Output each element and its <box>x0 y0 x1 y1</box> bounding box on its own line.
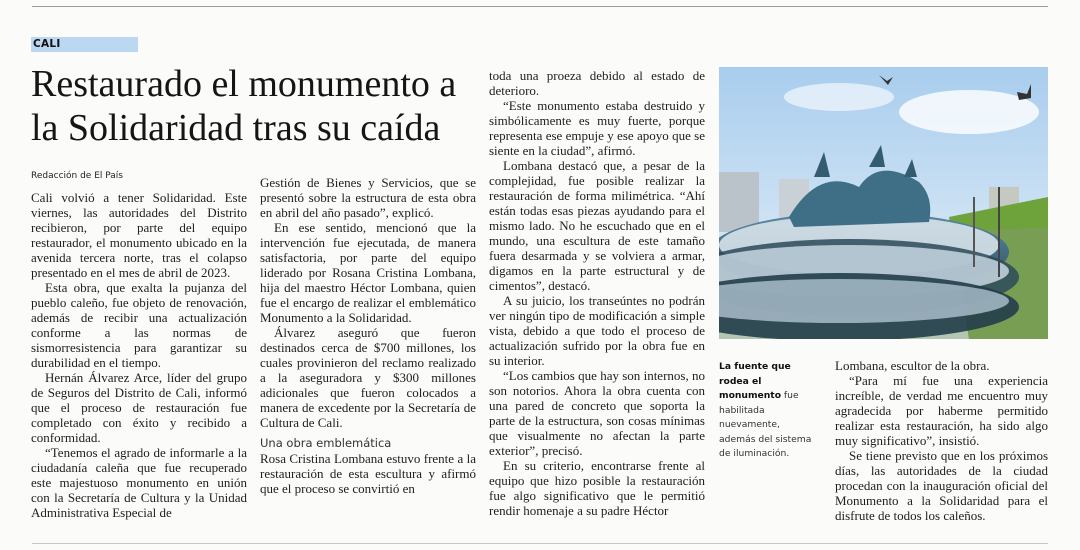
top-rule <box>32 6 1048 7</box>
subheading: Una obra emblemática <box>260 436 392 450</box>
paragraph: Gestión de Bienes y Servicios, que se presentó sobre la estructura de esta obra en abril del año pasado”, explicó. <box>260 175 476 220</box>
byline: Redacción de El País <box>31 171 123 181</box>
column-3 <box>489 68 705 518</box>
paragraph: “Tenemos el agrado de informarle a la ciudadanía caleña que fue recuperado este majestuoso monumento en unión con la Secretaría de Cultura y la Unidad Administrativa Especial de <box>31 445 247 520</box>
monument-photo <box>719 67 1048 339</box>
paragraph: toda una proeza debido al estado de deterioro. <box>489 68 705 98</box>
caption-text: fue habilitada nuevamente, además del sistema de iluminación. <box>719 390 812 459</box>
paragraph: Se tiene previsto que en los próximos días, las autoridades de la ciudad procedan con la inauguración oficial del Monumento a la Solidaridad para el disfrute de todos los caleños. <box>835 448 1048 523</box>
fountain-illustration <box>719 67 1048 339</box>
column-2 <box>260 175 476 496</box>
paragraph: “Para mí fue una experiencia increíble, de verdad me encuentro muy agradecida por haberme permitido realizar esta restauración, ha sido algo muy significativo”, insistió. <box>835 373 1048 448</box>
section-label: CALI <box>31 37 138 52</box>
bottom-rule <box>32 543 1048 544</box>
paragraph: Álvarez aseguró que fueron destinados cerca de $700 millones, los cuales provinieron del reclamo realizado a la aseguradora y $300 millones adicionales que fueron colocados a manera de excedente por la Secretaría de Cultura de Cali. <box>260 325 476 430</box>
photo-caption <box>719 360 819 462</box>
paragraph: “Los cambios que hay son internos, no son notorios. Ahora la obra cuenta con una pared de concreto que soporta la parte de la estructura, son cosas mínimas que visualmente no afectan la parte exterior”, precisó. <box>489 368 705 458</box>
column-1 <box>31 190 247 520</box>
paragraph: Lombana, escultor de la obra. <box>835 358 990 373</box>
paragraph: En ese sentido, mencionó que la intervención fue ejecutada, de manera satisfactoria, por parte del equipo liderado por Rosana Cristina Lombana, hija del maestro Héctor Lombana, quien fue el encargo de realizar el emblemático Monumento a la Solidaridad. <box>260 220 476 325</box>
paragraph: En su criterio, encontrarse frente al equipo que hizo posible la restauración fue algo significativo que le permitió rendir homenaje a su padre Héctor <box>489 458 705 518</box>
paragraph: Hernán Álvarez Arce, líder del grupo de Seguros del Distrito de Cali, informó que el proceso de restauración fue completado con éxito y recibido a conformidad. <box>31 370 247 445</box>
paragraph: A su juicio, los transeúntes no podrán ver ningún tipo de modificación a simple vista, debido a que todo el proceso de actualización sufrido por la obra fue en su interior. <box>489 293 705 368</box>
paragraph: Esta obra, que exalta la pujanza del pueblo caleño, fue objeto de renovación, además de recibir una actualización conforme a las normas de sismorresistencia para garantizar su durabilidad en el tiempo. <box>31 280 247 370</box>
caption-bold: La fuente que rodea el monumento <box>719 361 791 401</box>
paragraph: Cali volvió a tener Solidaridad. Este viernes, las autoridades del Distrito recibieron, por parte del equipo restaurador, el monumento ubicado en la avenida tercera norte, tras el colapso presentado en el mes de abril de 2023. <box>31 190 247 280</box>
column-4 <box>835 358 1048 523</box>
headline: Restaurado el monumento a la Solidaridad tras su caída <box>31 63 457 149</box>
paragraph: “Este monumento estaba destruido y simbólicamente es muy fuerte, porque representa ese empuje y ese apoyo que se siente en la ciudad”, afirmó. <box>489 98 705 158</box>
paragraph: Rosa Cristina Lombana estuvo frente a la restauración de esta escultura y afirmó que el proceso se convirtió en <box>260 451 476 496</box>
paragraph: Lombana destacó que, a pesar de la complejidad, fue posible realizar la restauración de forma milimétrica. “Ahí están todas esas piezas ayudando para el mismo lado. No he escuchado que en el mundo, una escultura de este tamaño fuera desarmada y se volviera a armar, digamos en la parte estructural y de cimentos”, destacó. <box>489 158 705 293</box>
